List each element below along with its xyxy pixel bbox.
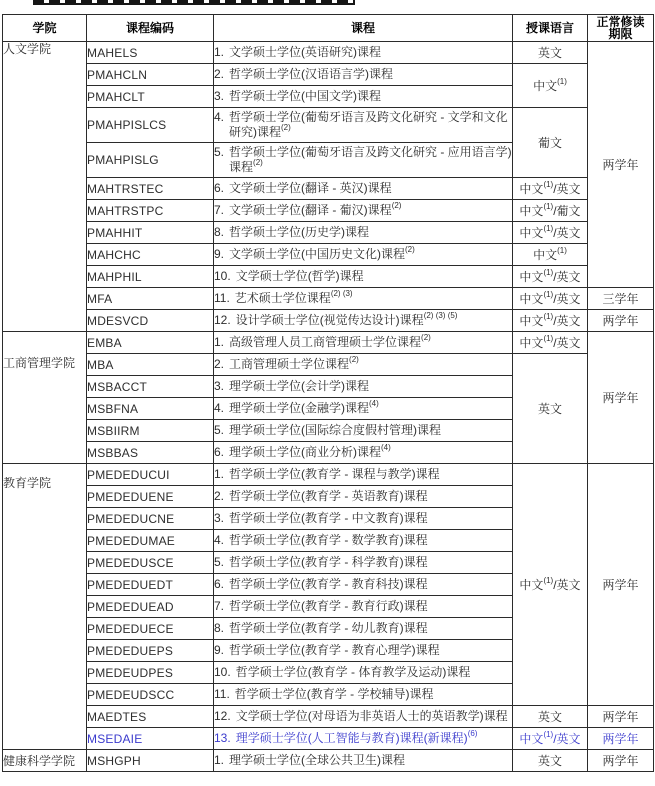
course-title: 哲学硕士学位(教育学 - 教育行政)课程 (229, 599, 428, 613)
course-code-cell: MSBACCT (87, 376, 214, 398)
course-title-cell (214, 244, 513, 266)
course-number: 3. (214, 89, 225, 103)
course-title-cell (214, 706, 513, 728)
course-number: 9. (214, 643, 225, 657)
course-row (3, 310, 654, 332)
course-row (3, 750, 654, 772)
language-cell: 英文 (513, 750, 588, 772)
course-title: 文学硕士学位(英语研究)课程 (229, 45, 382, 59)
college-cell: 健康科学学院 (3, 750, 87, 772)
course-title: 哲学硕士学位(教育学 - 教育心理学)课程 (229, 643, 440, 657)
course-title-cell (214, 552, 513, 574)
header-college: 学院 (3, 15, 87, 42)
course-number: 10. (214, 665, 231, 679)
course-number: 7. (214, 203, 225, 217)
course-code-cell: MSBBAS (87, 442, 214, 464)
college-cell: 工商管理学院 (3, 332, 87, 464)
course-title: 设计学硕士学位(视觉传达设计)课程$^{(2) (3) (5)}$ (235, 311, 458, 327)
course-title-cell (214, 486, 513, 508)
language-cell: 葡文 (513, 108, 588, 178)
course-code-cell: MBA (87, 354, 214, 376)
duration-cell: 两学年 (588, 464, 654, 706)
language-cell: 中文$^{(1)}$/英文 (513, 464, 588, 706)
course-title-cell (214, 640, 513, 662)
course-title-cell (214, 222, 513, 244)
course-title: 哲学硕士学位(中国文学)课程 (229, 89, 382, 103)
course-title-cell (214, 288, 513, 310)
course-code-cell: PMEDEDUCUI (87, 464, 214, 486)
course-title-cell (214, 310, 513, 332)
course-code-cell: PMEDEDUEPS (87, 640, 214, 662)
course-title: 文学硕士学位(哲学)课程 (235, 269, 364, 283)
college-cell: 人文学院 (3, 42, 87, 332)
course-title-cell (214, 42, 513, 64)
course-number: 12. (214, 709, 231, 723)
language-cell: 中文$^{(1)}$/英文 (513, 222, 588, 244)
course-title-cell (214, 108, 513, 143)
course-number: 7. (214, 599, 225, 613)
clipped-page-title (33, 0, 355, 6)
header-duration-line2: 期限 (608, 27, 633, 41)
language-cell: 中文$^{(1)}$ (513, 64, 588, 108)
language-cell: 英文 (513, 706, 588, 728)
course-title-cell (214, 750, 513, 772)
course-code-cell: PMAHPISLG (87, 143, 214, 178)
course-number: 4. (214, 110, 225, 124)
course-code-cell: MAHTRSTEC (87, 178, 214, 200)
course-code-cell: MFA (87, 288, 214, 310)
course-number: 4. (214, 533, 225, 547)
course-code-cell: MAHTRSTPC (87, 200, 214, 222)
course-code-cell: PMAHPISLCS (87, 108, 214, 143)
course-number: 5. (214, 423, 225, 437)
course-number: 10. (214, 269, 231, 283)
header-language: 授课语言 (513, 15, 588, 42)
course-title: 哲学硕士学位(教育学 - 学校辅导)课程 (234, 687, 434, 701)
course-row (3, 728, 654, 750)
language-cell: 中文$^{(1)}$/英文 (513, 310, 588, 332)
course-title-cell (214, 684, 513, 706)
course-code-cell: PMEDEDUEDT (87, 574, 214, 596)
course-number: 2. (214, 489, 225, 503)
course-title: 哲学硕士学位(汉语语言学)课程 (229, 67, 394, 81)
course-code-cell: MAHPHIL (87, 266, 214, 288)
course-number: 9. (214, 247, 225, 261)
course-code-cell: PMEDEDUCNE (87, 508, 214, 530)
course-number: 5. (214, 555, 225, 569)
course-code-cell: MAHELS (87, 42, 214, 64)
course-title-cell (214, 398, 513, 420)
course-title-cell (214, 420, 513, 442)
course-title: 文学硕士学位(中国历史文化)课程$^{(2)}$ (229, 245, 415, 261)
clipped-title-underline (33, 3, 355, 5)
language-cell: 中文$^{(1)}$/葡文 (513, 200, 588, 222)
course-title-cell (214, 596, 513, 618)
course-code-cell: PMAHCLN (87, 64, 214, 86)
course-title: 文学硕士学位(对母语为非英语人士的英语教学)课程 (235, 709, 508, 723)
course-title-cell (214, 266, 513, 288)
course-code-cell: PMEDEDUMAE (87, 530, 214, 552)
course-row (3, 200, 654, 222)
course-number: 8. (214, 225, 225, 239)
course-title: 哲学硕士学位(教育学 - 科学教育)课程 (229, 555, 428, 569)
course-title: 哲学硕士学位(葡萄牙语言及跨文化研究 - 应用语言学)课程$^{(2)}$ (229, 145, 512, 174)
course-number: 6. (214, 445, 225, 459)
course-title: 哲学硕士学位(教育学 - 课程与教学)课程 (229, 467, 440, 481)
course-code-cell: PMAHHIT (87, 222, 214, 244)
course-row (3, 42, 654, 64)
course-title-cell (214, 442, 513, 464)
course-title-cell (214, 332, 513, 354)
course-row (3, 332, 654, 354)
language-cell: 中文$^{(1)}$/英文 (513, 266, 588, 288)
duration-cell: 两学年 (588, 332, 654, 464)
course-title-cell (214, 143, 513, 178)
course-title-cell (214, 86, 513, 108)
course-code-cell: PMEDEDUECE (87, 618, 214, 640)
course-row (3, 354, 654, 376)
course-row (3, 178, 654, 200)
course-row (3, 64, 654, 86)
course-title: 哲学硕士学位(历史学)课程 (229, 225, 370, 239)
course-row (3, 706, 654, 728)
course-code-cell: MSHGPH (87, 750, 214, 772)
course-number: 11. (214, 291, 230, 305)
language-cell: 英文 (513, 42, 588, 64)
course-title-cell (214, 574, 513, 596)
duration-cell: 两学年 (588, 42, 654, 288)
course-title-cell (214, 508, 513, 530)
course-title: 哲学硕士学位(教育学 - 中文教育)课程 (229, 511, 428, 525)
course-code-cell: PMAHCLT (87, 86, 214, 108)
course-title: 理学硕士学位(人工智能与教育)课程(新课程)$^{(6)}$ (235, 729, 478, 745)
course-number: 2. (214, 357, 225, 371)
course-number: 3. (214, 379, 225, 393)
language-cell: 中文$^{(1)}$/英文 (513, 728, 588, 750)
language-cell: 英文 (513, 354, 588, 464)
course-number: 1. (214, 335, 225, 349)
course-code-cell: MSBIIRM (87, 420, 214, 442)
course-title-cell (214, 618, 513, 640)
course-row (3, 108, 654, 143)
course-title-cell (214, 178, 513, 200)
course-number: 12. (214, 313, 231, 327)
course-title: 理学硕士学位(国际综合度假村管理)课程 (229, 423, 442, 437)
course-number: 1. (214, 753, 225, 767)
table-header-row (3, 15, 654, 42)
header-course-code: 课程编码 (87, 15, 214, 42)
course-row (3, 266, 654, 288)
course-title: 文学硕士学位(翻译 - 英汉)课程 (229, 181, 392, 195)
header-duration-line1: 正常修读 (596, 15, 645, 29)
duration-cell: 两学年 (588, 706, 654, 728)
course-row (3, 464, 654, 486)
course-code-cell[interactable]: MSEDAIE (87, 728, 214, 750)
course-number: 3. (214, 511, 225, 525)
course-title: 高级管理人员工商管理硕士学位课程$^{(2)}$ (229, 333, 431, 349)
language-cell: 中文$^{(1)}$/英文 (513, 178, 588, 200)
course-code-cell: PMEDEDUEAD (87, 596, 214, 618)
course-title: 哲学硕士学位(教育学 - 体育教学及运动)课程 (235, 665, 471, 679)
course-number: 1. (214, 45, 225, 59)
course-number: 11. (214, 687, 230, 701)
course-title: 理学硕士学位(金融学)课程$^{(4)}$ (229, 399, 379, 415)
course-code-cell: MAHCHC (87, 244, 214, 266)
course-code-cell: PMEDEDUENE (87, 486, 214, 508)
course-code-cell: PMEDEDUSCE (87, 552, 214, 574)
course-number: 5. (214, 145, 225, 159)
course-number: 8. (214, 621, 225, 635)
course-title: 哲学硕士学位(教育学 - 幼儿教育)课程 (229, 621, 428, 635)
language-cell: 中文$^{(1)}$ (513, 244, 588, 266)
course-title: 哲学硕士学位(教育学 - 教育科技)课程 (229, 577, 428, 591)
course-number: 6. (214, 181, 225, 195)
course-row (3, 288, 654, 310)
course-title: 哲学硕士学位(葡萄牙语言及跨文化研究 - 文学和文化研究)课程$^{(2)}$ (229, 110, 508, 139)
course-code-cell: PMEDEUDSCC (87, 684, 214, 706)
course-number: 1. (214, 467, 225, 481)
course-title-cell (214, 200, 513, 222)
duration-cell: 两学年 (588, 750, 654, 772)
course-number: 13. (214, 731, 231, 745)
duration-cell: 三学年 (588, 288, 654, 310)
course-title-cell (214, 464, 513, 486)
duration-cell: 两学年 (588, 310, 654, 332)
course-title: 理学硕士学位(商业分析)课程$^{(4)}$ (229, 443, 391, 459)
language-cell: 中文$^{(1)}$/英文 (513, 332, 588, 354)
course-title-cell (214, 64, 513, 86)
course-title-cell[interactable] (214, 728, 513, 750)
course-row (3, 244, 654, 266)
course-code-cell: MDESVCD (87, 310, 214, 332)
course-row (3, 222, 654, 244)
program-table (2, 14, 654, 772)
duration-cell: 两学年 (588, 728, 654, 750)
course-title-cell (214, 530, 513, 552)
course-code-cell: MSBFNA (87, 398, 214, 420)
header-duration (588, 15, 654, 42)
course-title: 理学硕士学位(会计学)课程 (229, 379, 370, 393)
course-number: 4. (214, 401, 225, 415)
course-code-cell: EMBA (87, 332, 214, 354)
course-title: 工商管理硕士学位课程$^{(2)}$ (229, 355, 359, 371)
course-title-cell (214, 376, 513, 398)
course-title: 哲学硕士学位(教育学 - 数学教育)课程 (229, 533, 428, 547)
college-cell: 教育学院 (3, 464, 87, 750)
course-title: 哲学硕士学位(教育学 - 英语教育)课程 (229, 489, 428, 503)
course-number: 6. (214, 577, 225, 591)
header-course: 课程 (214, 15, 513, 42)
course-title: 文学硕士学位(翻译 - 葡汉)课程$^{(2)}$ (229, 201, 402, 217)
course-title: 艺术硕士学位课程$^{(2) (3)}$ (234, 289, 353, 305)
course-title-cell (214, 354, 513, 376)
course-number: 2. (214, 67, 225, 81)
language-cell: 中文$^{(1)}$/英文 (513, 288, 588, 310)
course-code-cell: MAEDTES (87, 706, 214, 728)
course-title: 理学硕士学位(全球公共卫生)课程 (229, 753, 406, 767)
course-code-cell: PMEDEUDPES (87, 662, 214, 684)
course-title-cell (214, 662, 513, 684)
